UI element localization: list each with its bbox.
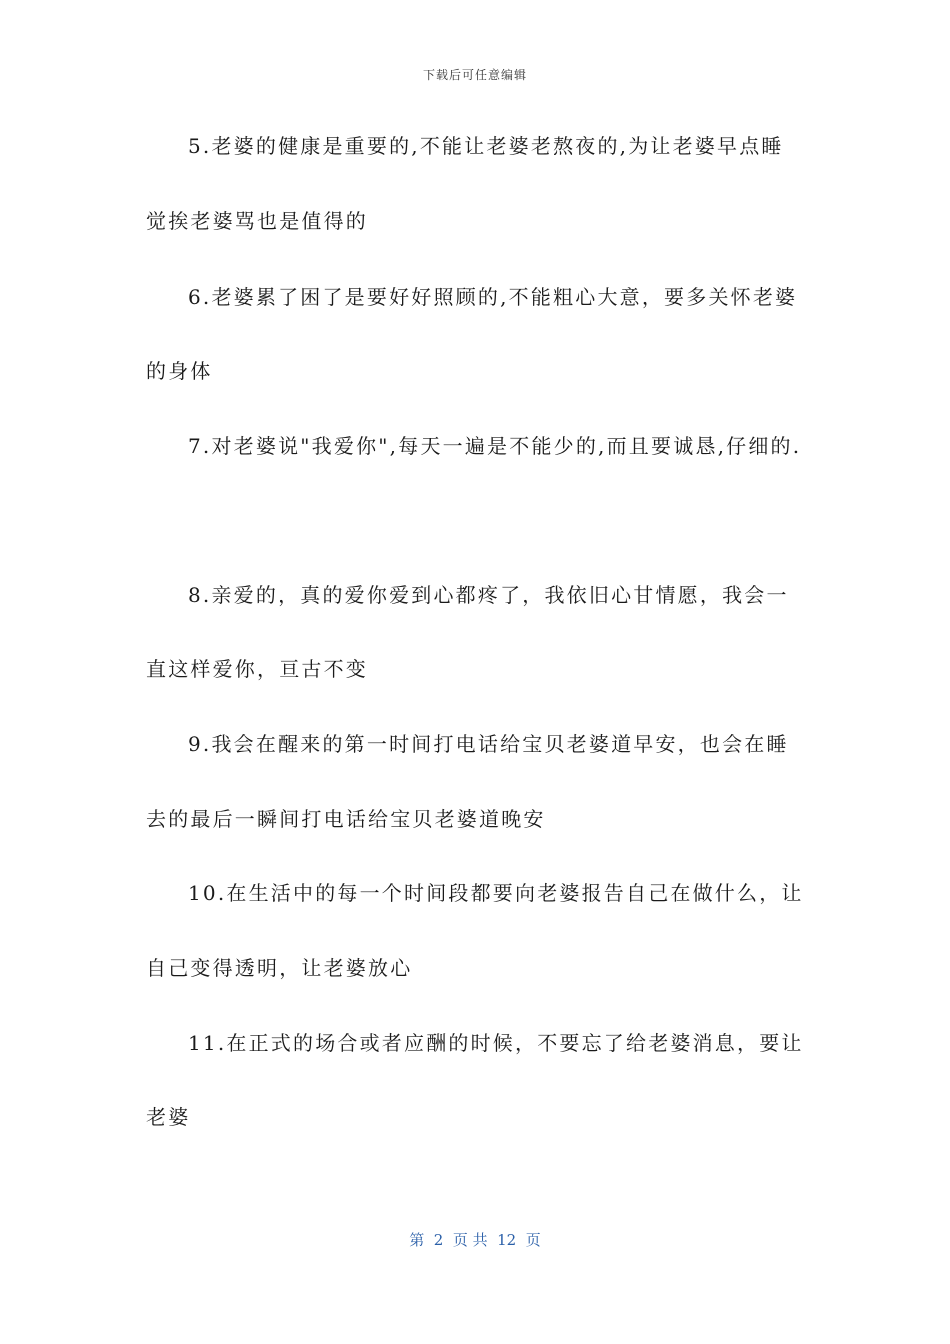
paragraph-10-line-2: 自己变得透明，让老婆放心 [146, 956, 413, 980]
paragraph-8-line-1: 8.亲爱的，真的爱你爱到心都疼了，我依旧心甘情愿，我会一 [188, 583, 789, 607]
paragraph-10-line-1: 10.在生活中的每一个时间段都要向老婆报告自己在做什么，让 [188, 881, 804, 905]
download-note: 下载后可任意编辑 [422, 68, 527, 82]
paragraph-7-line-1: 7.对老婆说"我爱你",每天一遍是不能少的,而且要诚恳,仔细的. [188, 434, 802, 458]
paragraph-5-line-1: 5.老婆的健康是重要的,不能让老婆老熬夜的,为让老婆早点睡 [188, 134, 784, 158]
page-number-footer: 第 2 页 共 12 页 [409, 1231, 541, 1249]
paragraph-11-line-2: 老婆 [146, 1105, 191, 1129]
paragraph-9-line-1: 9.我会在醒来的第一时间打电话给宝贝老婆道早安，也会在睡 [188, 732, 789, 756]
paragraph-6-line-1: 6.老婆累了困了是要好好照顾的,不能粗心大意，要多关怀老婆 [188, 285, 798, 309]
paragraph-5-line-2: 觉挨老婆骂也是值得的 [146, 209, 368, 233]
paragraph-9-line-2: 去的最后一瞬间打电话给宝贝老婆道晚安 [146, 807, 546, 831]
paragraph-11-line-1: 11.在正式的场合或者应酬的时候，不要忘了给老婆消息，要让 [188, 1031, 804, 1055]
paragraph-6-line-2: 的身体 [146, 359, 213, 383]
paragraph-8-line-2: 直这样爱你，亘古不变 [146, 657, 368, 681]
